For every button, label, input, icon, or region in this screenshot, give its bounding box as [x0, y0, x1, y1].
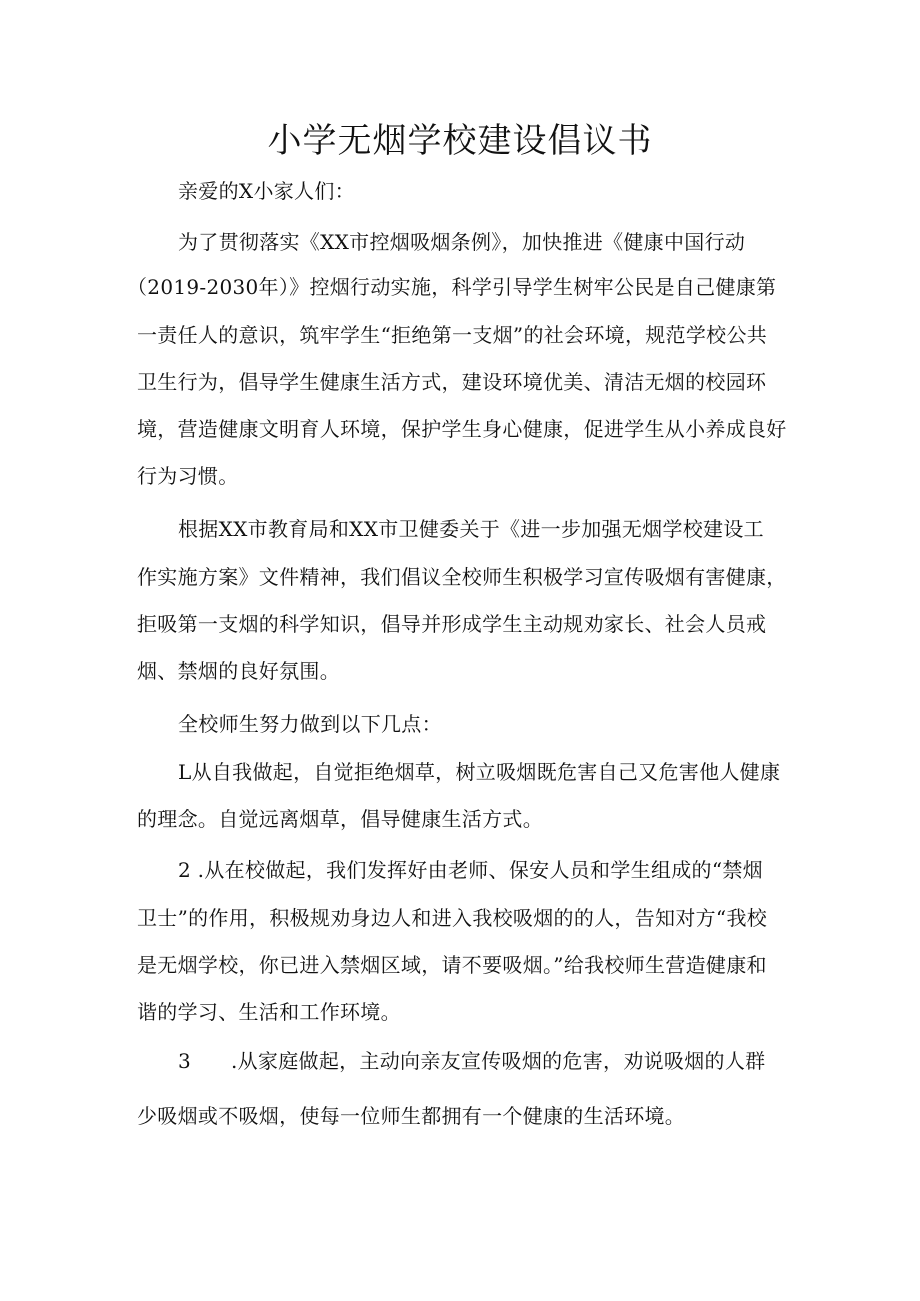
point-2-line-1: 2 .从在校做起，我们发挥好由老师、保安人员和学生组成的“禁烟: [178, 858, 763, 882]
points-intro: 全校师生努力做到以下几点：: [178, 712, 442, 736]
salutation: 亲爱的X小家人们：: [178, 179, 355, 203]
paragraph-1-line-6: 行为习惯。: [137, 464, 239, 488]
point-2-line-2: 卫士”的作用，积极规劝身边人和进入我校吸烟的的人，告知对方“我校: [137, 906, 768, 930]
page-title: 小学无烟学校建设倡议书: [267, 121, 653, 161]
paragraph-2-line-3: 拒吸第一支烟的科学知识，倡导并形成学生主动规劝家长、社会人员戒: [137, 612, 767, 636]
paragraph-1-line-1: 为了贯彻落实《XX市控烟吸烟条例》，加快推进《健康中国行动: [178, 230, 746, 254]
point-3-line-2: 少吸烟或不吸烟，使每一位师生都拥有一个健康的生活环境。: [137, 1104, 686, 1128]
paragraph-1-line-5: 境，营造健康文明育人环境，保护学生身心健康，促进学生从小养成良好: [137, 417, 787, 441]
paragraph-2-line-4: 烟、禁烟的良好氛围。: [137, 659, 340, 683]
paragraph-1-line-4: 卫生行为，倡导学生健康生活方式，建设环境优美、清洁无烟的校园环: [137, 370, 767, 394]
paragraph-1-line-3: 一责任人的意识，筑牢学生“拒绝第一支烟”的社会环境，规范学校公共: [137, 323, 768, 347]
point-3-line-1: 3 .从家庭做起，主动向亲友宣传吸烟的危害，劝说吸烟的人群: [178, 1049, 766, 1073]
point-1-line-1: L从自我做起，自觉拒绝烟草，树立吸烟既危害自己又危害他人健康: [178, 760, 781, 784]
point-1-line-2: 的理念。自觉远离烟草，倡导健康生活方式。: [137, 807, 543, 831]
point-2-line-3: 是无烟学校，你已进入禁烟区域，请不要吸烟。”给我校师生营造健康和: [137, 953, 767, 977]
paragraph-1-line-2: （2019-2030年）》控烟行动实施，科学引导学生树牢公民是自己健康第: [127, 275, 777, 299]
paragraph-2-line-1: 根据XX市教育局和XX市卫健委关于《进一步加强无烟学校建设工: [178, 517, 764, 541]
point-2-line-4: 谐的学习、生活和工作环境。: [137, 1000, 401, 1024]
paragraph-2-line-2: 作实施方案》文件精神，我们倡议全校师生积极学习宣传吸烟有害健康，: [137, 565, 787, 589]
